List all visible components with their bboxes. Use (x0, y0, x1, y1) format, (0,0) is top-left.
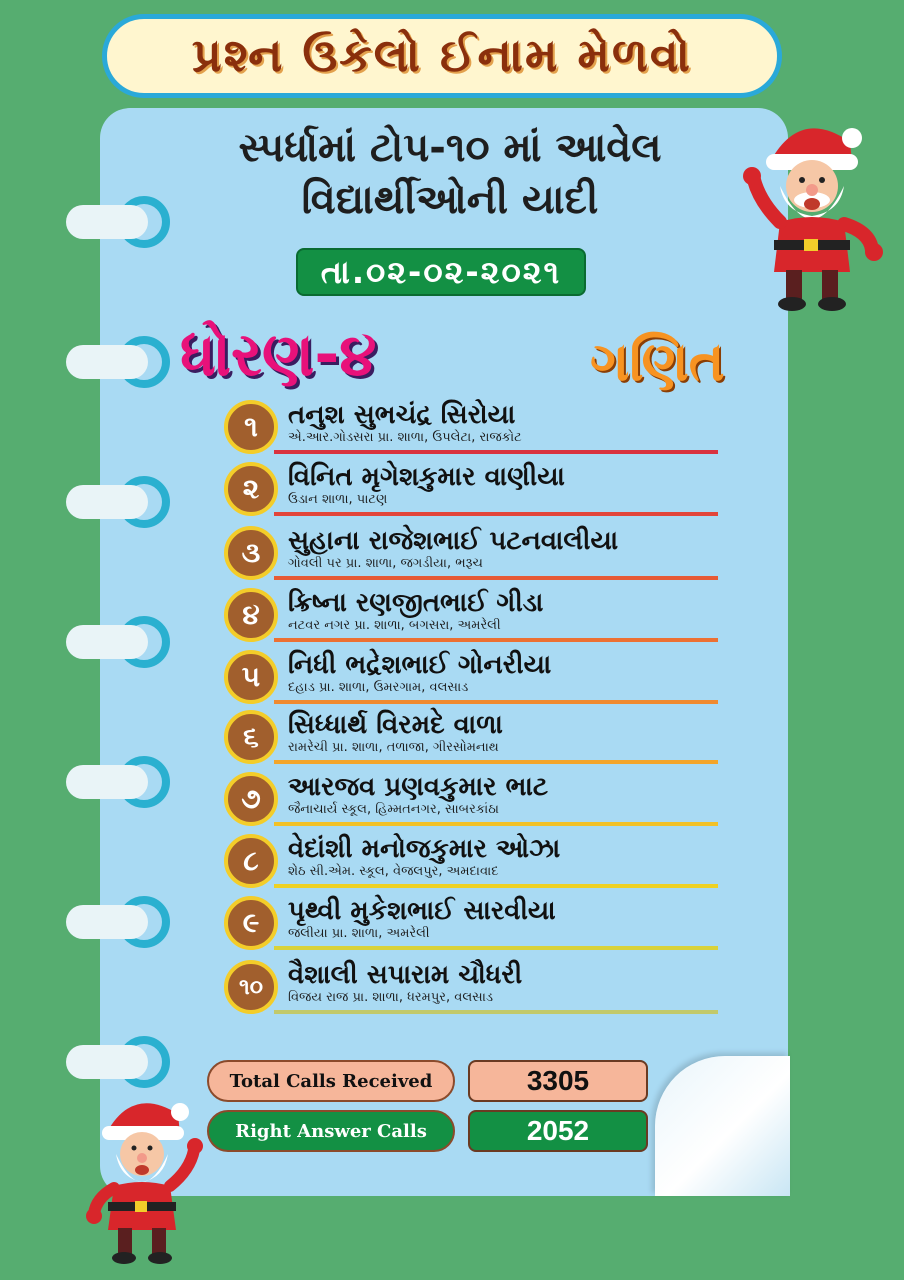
winner-school: દહાડ પ્રા. શાળા, ઉમરગામ, વલસાડ (288, 680, 469, 695)
ring-bar (66, 205, 148, 239)
page-curl (655, 1056, 790, 1196)
rank-badge: ૯ (224, 896, 278, 950)
row-divider (274, 822, 718, 826)
winner-row (220, 960, 718, 1018)
right-answer-value: 2052 (468, 1110, 648, 1152)
winner-row (220, 834, 718, 892)
winner-school: રામરેચી પ્રા. શાળા, તળાજા, ગીરસોમનાથ (288, 740, 499, 755)
banner-title: પ્રશ્ન ઉકેલો ઈનામ મેળવો (191, 28, 693, 82)
winner-name: પૃથ્વી મુકેશભાઈ સારવીયા (288, 896, 556, 926)
ring-bar (66, 485, 148, 519)
standard-label: ધોરણ-૪ (180, 320, 377, 390)
row-divider (274, 884, 718, 888)
total-calls-label: Total Calls Received (207, 1060, 455, 1102)
rank-badge: ૨ (224, 462, 278, 516)
winner-row (220, 588, 718, 646)
winner-row (220, 650, 718, 708)
santa-illustration (740, 112, 890, 317)
rank-badge: ૪ (224, 588, 278, 642)
winner-school: જલીયા પ્રા. શાળા, અમરેલી (288, 926, 430, 941)
heading-line-1: સ્પર્ધામાં ટોપ-૧૦ માં આવેલ (238, 125, 662, 171)
ring-bar (66, 345, 148, 379)
santa-illustration (82, 1090, 212, 1270)
winner-row (220, 462, 718, 520)
winner-name: તનુશ સુભચંદ્ર સિરોયા (288, 400, 516, 430)
rank-badge: ૧૦ (224, 960, 278, 1014)
winner-school: નટવર નગર પ્રા. શાળા, બગસરા, અમરેલી (288, 618, 501, 633)
rank-badge: ૬ (224, 710, 278, 764)
ring-bar (66, 1045, 148, 1079)
row-divider (274, 760, 718, 764)
title-banner (102, 14, 782, 98)
row-divider (274, 946, 718, 950)
winner-name: વિનિત મૃગેશકુમાર વાણીયા (288, 462, 565, 492)
winner-row (220, 526, 718, 584)
total-calls-value: 3305 (468, 1060, 648, 1102)
winner-school: એ.આર.ગોડસરા પ્રા. શાળા, ઉપલેટા, રાજકોટ (288, 430, 522, 445)
winner-name: આરજવ પ્રણવકુમાર ભાટ (288, 772, 548, 802)
ring-bar (66, 905, 148, 939)
rank-badge: ૧ (224, 400, 278, 454)
rank-badge: ૫ (224, 650, 278, 704)
winner-name: સુહાના રાજેશભાઈ પટનવાલીયા (288, 526, 619, 556)
winner-name: વેદાંશી મનોજકુમાર ઓઝા (288, 834, 561, 864)
winner-name: વૈશાલી સપારામ ચૌધરી (288, 960, 523, 990)
winner-row (220, 400, 718, 458)
row-divider (274, 576, 718, 580)
list-heading (150, 122, 750, 226)
right-answer-label: Right Answer Calls (207, 1110, 455, 1152)
winner-row (220, 896, 718, 954)
row-divider (274, 638, 718, 642)
winner-row (220, 710, 718, 768)
winner-name: નિધી ભદ્રેશભાઈ ગોનરીયા (288, 650, 552, 680)
rank-badge: ૩ (224, 526, 278, 580)
ring-bar (66, 765, 148, 799)
date-text: તા.૦૨-૦૨-૨૦૨૧ (320, 252, 562, 291)
winner-row (220, 772, 718, 830)
date-badge (296, 248, 586, 296)
subject-label: ગણિત (590, 330, 725, 393)
row-divider (274, 700, 718, 704)
row-divider (274, 1010, 718, 1014)
winner-school: ગોવલી પર પ્રા. શાળા, જગડીયા, ભરૂચ (288, 556, 483, 571)
heading-line-2: વિદ્યાર્થીઓની યાદી (301, 177, 599, 223)
row-divider (274, 512, 718, 516)
winner-school: વિજય રાજ પ્રા. શાળા, ધરમપુર, વલસાડ (288, 990, 494, 1005)
ring-bar (66, 625, 148, 659)
rank-badge: ૭ (224, 772, 278, 826)
winner-school: જૈનાચાર્ય સ્કૂલ, હિમ્મતનગર, સાબરકાંઠા (288, 802, 499, 817)
winner-school: ઉડાન શાળા, પાટણ (288, 492, 388, 507)
rank-badge: ૮ (224, 834, 278, 888)
winner-name: સિધ્ધાર્થ વિરમદે વાળા (288, 710, 503, 740)
winner-name: ક્રિષ્ના રણજીતભાઈ ગીડા (288, 588, 544, 618)
winner-school: શેઠ સી.એમ. સ્કૂલ, વેજલપુર, અમદાવાદ (288, 864, 499, 879)
row-divider (274, 450, 718, 454)
